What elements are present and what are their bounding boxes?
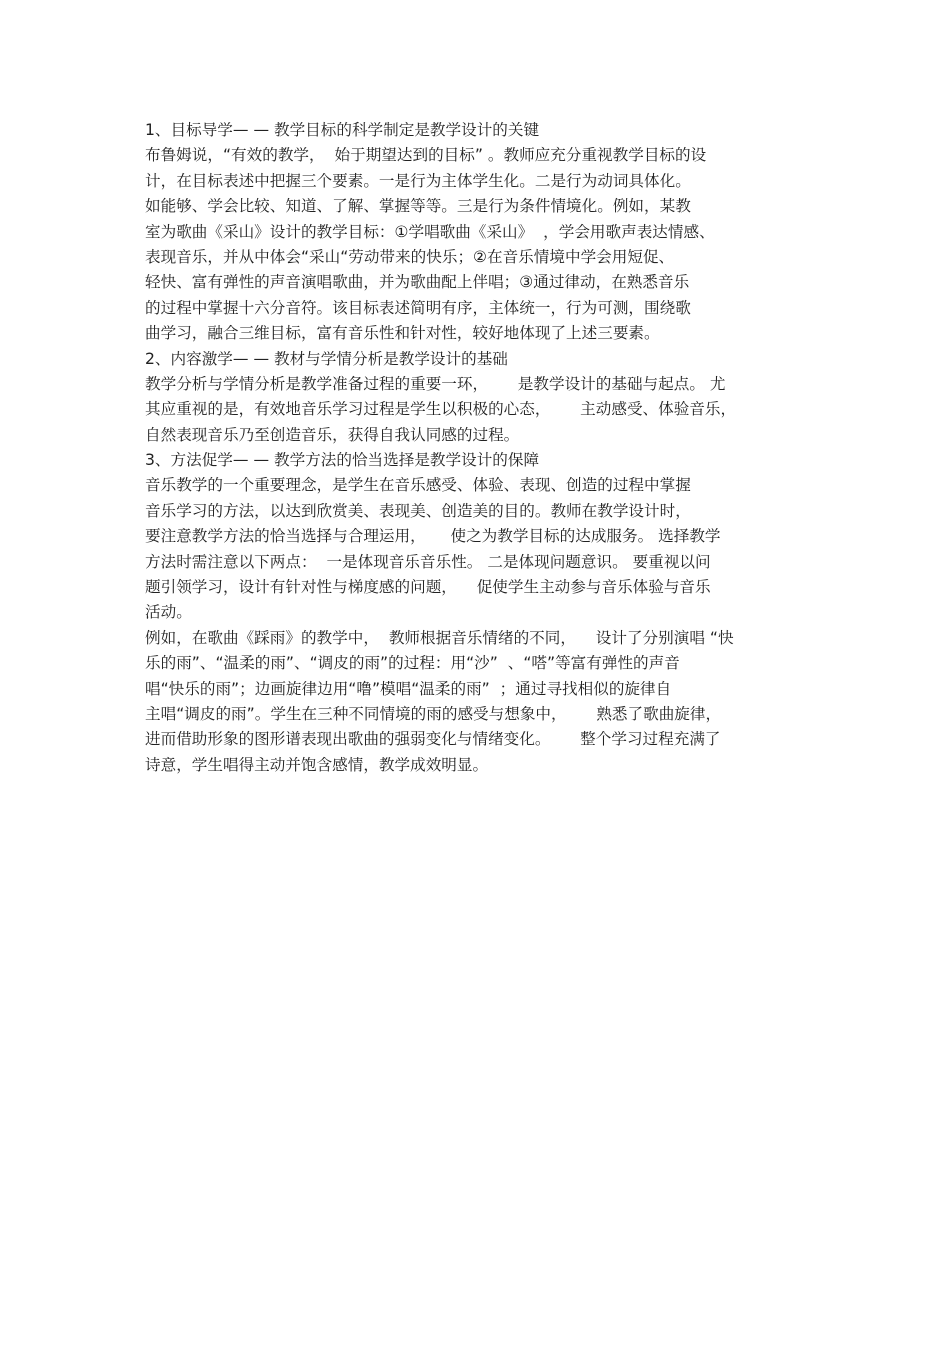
paragraph-line: 题引领学习，设计有针对性与梯度感的问题， 促使学生主动参与音乐体验与音乐 [145,578,711,597]
paragraph-line: 乐的雨”、“温柔的雨”、“调皮的雨”的过程：用“沙” 、“嗒”等富有弹性的声音 [145,654,680,673]
paragraph-line: 唱“快乐的雨”；边画旋律边用“噜”模唱“温柔的雨” ；通过寻找相似的旋律自 [145,679,672,698]
heading-section-2: 2、内容激学— — 教材与学情分析是教学设计的基础 [145,349,508,368]
paragraph-line: 室为歌曲《采山》设计的教学目标：①学唱歌曲《采山》 ，学会用歌声表达情感、 [145,222,715,241]
paragraph-line: 其应重视的是，有效地音乐学习过程是学生以积极的心态， 主动感受、体验音乐， [145,400,737,419]
paragraph-line: 要注意教学方法的恰当选择与合理运用， 使之为教学目标的达成服务。 选择教学 [145,527,721,546]
paragraph-line: 轻快、富有弹性的声音演唱歌曲，并为歌曲配上伴唱；③通过律动，在熟悉音乐 [145,273,690,292]
paragraph-line: 活动。 [145,603,192,622]
paragraph-line: 布鲁姆说，“有效的教学， 始于期望达到的目标” 。教师应充分重视教学目标的设 [145,146,707,165]
paragraph-line: 音乐教学的一个重要理念，是学生在音乐感受、体验、表现、创造的过程中掌握 [145,476,691,495]
paragraph-line: 进而借助形象的图形谱表现出歌曲的强弱变化与情绪变化。 整个学习过程充满了 [145,730,721,749]
paragraph-line: 自然表现音乐乃至创造音乐，获得自我认同感的过程。 [145,425,520,444]
paragraph-line: 的过程中掌握十六分音符。该目标表述简明有序，主体统一，行为可测，围绕歌 [145,298,691,317]
paragraph-line: 例如，在歌曲《踩雨》的教学中， 教师根据音乐情绪的不同， 设计了分别演唱 “快 [145,628,734,647]
paragraph-line: 音乐学习的方法，以达到欣赏美、表现美、创造美的目的。教师在教学设计时， [145,501,691,520]
paragraph-line: 主唱“调皮的雨”。学生在三种不同情境的雨的感受与想象中， 熟悉了歌曲旋律， [145,704,722,723]
paragraph-line: 如能够、学会比较、知道、了解、掌握等等。三是行为条件情境化。例如，某教 [145,197,691,216]
paragraph-line: 方法时需注意以下两点： 一是体现音乐音乐性。 二是体现问题意识。 要重视以问 [145,552,711,571]
paragraph-line: 诗意，学生唱得主动并饱含感情，教学成效明显。 [145,755,489,774]
paragraph-line: 曲学习，融合三维目标，富有音乐性和针对性，较好地体现了上述三要素。 [145,324,660,343]
paragraph-line: 计，在目标表述中把握三个要素。一是行为主体学生化。二是行为动词具体化。 [145,171,691,190]
heading-section-1: 1、目标导学— — 教学目标的科学制定是教学设计的关键 [145,121,540,139]
paragraph-line: 教学分析与学情分析是教学准备过程的重要一环， 是教学设计的基础与起点。 尤 [145,374,726,393]
heading-section-3: 3、方法促学— — 教学方法的恰当选择是教学设计的保障 [145,451,540,470]
document-body [145,118,810,778]
paragraph-line: 表现音乐，并从中体会“采山“劳动带来的快乐；②在音乐情境中学会用短促、 [145,247,675,266]
